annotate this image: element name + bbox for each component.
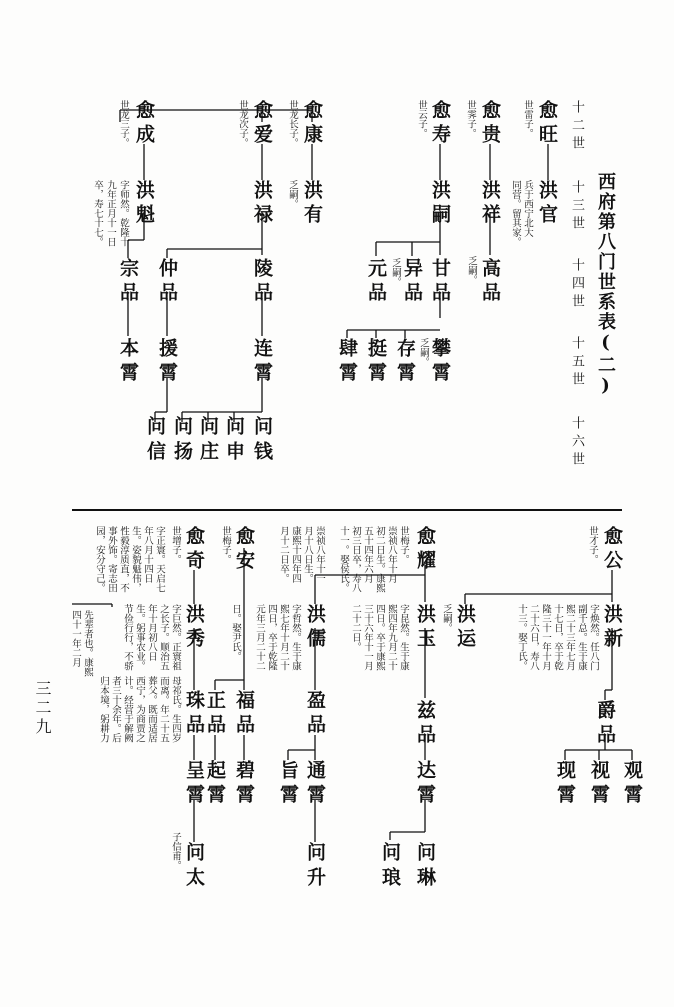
person-wenqian: 问钱 xyxy=(251,416,273,466)
person-shixiao: 视霄 xyxy=(588,760,610,808)
person-honglu: 洪禄 xyxy=(251,180,273,228)
person-cunxiao: 存霄 xyxy=(394,338,416,386)
note-yuan-1: 世梅子。 xyxy=(220,526,231,564)
person-yushou: 愈寿 xyxy=(429,100,451,148)
person-yugui: 愈贵 xyxy=(479,100,501,148)
note-hongru-1: 字哲然。生于康 xyxy=(290,604,301,671)
note-yuqi-bio-4: 性毅淳质直，不 xyxy=(118,526,129,593)
person-gaopin: 高品 xyxy=(479,258,501,306)
note-yuyao-6: 十一。娶侯氏。 xyxy=(338,526,349,593)
note-yuan-5: 月十二日卒。 xyxy=(278,526,289,583)
person-tongxiao: 通霄 xyxy=(304,760,326,808)
person-guanxiao: 观霄 xyxy=(621,760,643,808)
person-zhengpin: 正品 xyxy=(204,690,226,738)
note-hongkui-2: 九年正月十一日 xyxy=(105,180,116,247)
person-wenxin: 问信 xyxy=(144,416,166,466)
person-yuanxiao: 援霄 xyxy=(156,338,178,386)
note-yuqi: 世增子。 xyxy=(170,526,181,564)
person-hongyu: 洪玉 xyxy=(414,604,436,652)
note-yugui: 世霁子。 xyxy=(465,100,476,138)
person-ganpin: 甘品 xyxy=(429,258,451,306)
person-lianxiao: 连霄 xyxy=(251,338,273,386)
note-yipin: 乏嗣。 xyxy=(390,258,401,287)
note-yuai: 世龙次子。 xyxy=(237,100,248,148)
note-yucheng: 世龙三子。 xyxy=(118,100,129,148)
generation-header-13: 十三世 xyxy=(569,180,584,234)
person-tingxiao: 挺霄 xyxy=(365,338,387,386)
person-zhupin: 珠品 xyxy=(183,690,205,738)
person-yuqi: 愈奇 xyxy=(183,526,205,574)
note-hongxiu-tail-2: 四十一年二月 xyxy=(70,610,81,667)
generation-header-16: 十六世 xyxy=(569,416,584,470)
person-yuanpin: 元品 xyxy=(365,258,387,306)
person-zhongpin: 仲品 xyxy=(156,258,178,306)
generation-header-12: 十二世 xyxy=(569,100,584,154)
person-fupin: 福品 xyxy=(233,690,255,738)
person-hongyun: 洪运 xyxy=(454,604,476,652)
person-xianxiao: 现霄 xyxy=(554,760,576,808)
person-benxiao: 本霄 xyxy=(117,338,139,386)
person-zongpin: 宗品 xyxy=(117,258,139,306)
person-wenlin: 问琳 xyxy=(414,842,436,892)
note-panxiao: 乏嗣。 xyxy=(418,338,429,367)
note-yuan-4: 康熙十四年四 xyxy=(290,526,301,583)
note-hongyu-2: 熙四年九月二十 xyxy=(386,604,397,671)
note-yuyao-2: 崇祯八年十月 xyxy=(386,526,397,583)
note-hongyu-4: 三十六年十一月 xyxy=(362,604,373,671)
note-hongyu-5: 二十二日。 xyxy=(350,604,361,652)
note-hongru-3: 四日，卒于乾隆 xyxy=(266,604,277,671)
note-hongxiang: 乏嗣。 xyxy=(466,256,477,285)
note-yuqi-bio-3: 生。姿貌魁伟， xyxy=(130,526,141,593)
note-hongyu-1: 字昆然。生于康 xyxy=(398,604,409,671)
page-title: 西府第八门世系表(二) xyxy=(595,172,616,398)
note-hongxin-5: 隆三十一年十月 xyxy=(540,604,551,671)
note-yuyao-5: 初三日卒，寿八 xyxy=(350,526,361,593)
note-hongxiu-1: 字巨然。正寰祖 xyxy=(170,604,181,671)
note-hongxiu-more-4: 西宁，为商贾之 xyxy=(134,676,145,743)
person-hongxiu: 洪秀 xyxy=(183,604,205,652)
note-hongxiu-more-2: 而离。年二十五 xyxy=(158,676,169,743)
note-hongyu-3: 四日。卒于康熙 xyxy=(374,604,385,671)
note-yushou: 世云子。 xyxy=(416,100,427,138)
person-yuan: 愈安 xyxy=(233,526,255,574)
note-yuqi-bio-2: 年八月十四日 xyxy=(142,526,153,583)
note-yuyao-1: 世梅子。 xyxy=(398,526,409,564)
note-hongguan-2: 同营。留其家。 xyxy=(510,180,521,247)
note-hongkui-3: 卒，寿七十七。 xyxy=(92,180,103,247)
note-hongxin-7: 十三。娶丁氏。 xyxy=(516,604,527,671)
person-wenyang: 问扬 xyxy=(171,416,193,466)
note-hongxiu-more-7: 归本境，躬耕力 xyxy=(98,676,109,743)
note-hongxiu-more-1: 母祁氏。生四岁 xyxy=(170,676,181,743)
note-yuqi-bio-5: 事外饰。寄志田 xyxy=(106,526,117,593)
person-zipin: 兹品 xyxy=(414,700,436,748)
person-wenshen: 问申 xyxy=(223,416,245,466)
person-lingpin: 陵品 xyxy=(251,258,273,306)
note-yuyao-3: 初二日生。康熙 xyxy=(374,526,385,593)
note-hongxin-3: 熙二十三年七月 xyxy=(564,604,575,671)
person-zhixiao: 旨霄 xyxy=(277,760,299,808)
note-hongxiu-3: 年十月初八日 xyxy=(146,604,157,661)
note-hongkui-1: 字师然。乾隆十 xyxy=(118,180,129,247)
note-hongxin-1: 字焕然。任八门 xyxy=(588,604,599,671)
person-yuwang: 愈旺 xyxy=(536,100,558,148)
person-bixiao: 碧霄 xyxy=(233,760,255,808)
person-yingpin: 盈品 xyxy=(304,690,326,738)
note-hongxiu-tail-1: 先辈者也。康熙 xyxy=(82,610,93,677)
note-hongru-2: 熙七年十月二十 xyxy=(278,604,289,671)
note-yuqi-bio-6: 园，安分守己。 xyxy=(94,526,105,593)
person-wensheng: 问升 xyxy=(304,842,326,892)
note-yuyao-4: 五十四年六月 xyxy=(362,526,373,583)
note-hongguan-1: 兵于西宁北大 xyxy=(522,180,533,237)
person-hongguan: 洪官 xyxy=(536,180,558,228)
note-hongxin-2: 副千总。生于康 xyxy=(576,604,587,671)
person-yuyao: 愈耀 xyxy=(414,526,436,574)
note-yuan-3: 月十八日生。 xyxy=(302,526,313,583)
person-hongyou: 洪有 xyxy=(301,180,323,228)
note-hongyou: 乏嗣。 xyxy=(287,180,298,209)
person-yipin: 异品 xyxy=(401,258,423,306)
person-yucheng: 愈成 xyxy=(133,100,155,148)
note-yuwang: 世雷子。 xyxy=(522,100,533,138)
person-wenzhuang: 问庄 xyxy=(197,416,219,466)
note-yukang: 世龙长子。 xyxy=(287,100,298,148)
person-juepin: 爵品 xyxy=(594,700,616,748)
note-hongxiu-more-6: 者三十余年。后 xyxy=(110,676,121,743)
generation-header-14: 十四世 xyxy=(569,258,584,312)
person-wenlang: 问琅 xyxy=(379,842,401,892)
note-yuqi-bio-1: 字正寰。天启七 xyxy=(154,526,165,593)
note-yuan-2: 崇祯八年十一 xyxy=(314,526,325,583)
person-yukang: 愈康 xyxy=(301,100,323,148)
note-hongxiu-4: 生。躬事农业。 xyxy=(134,604,145,671)
person-yugong: 愈公 xyxy=(601,526,623,574)
person-hongsi: 洪嗣 xyxy=(429,180,451,228)
note-yugong: 世才子。 xyxy=(587,526,598,564)
person-hongkui: 洪魁 xyxy=(133,180,155,228)
note-hongxiu-5: 节俭行行，不骄 xyxy=(122,604,133,671)
person-hongxin: 洪新 xyxy=(601,604,623,652)
note-hongxin-6: 二十六日，寿八 xyxy=(528,604,539,671)
note-hongxiu-more-3: 葬父。既而适居 xyxy=(146,676,157,743)
person-hongru: 洪儒 xyxy=(304,604,326,652)
person-chengxiao: 呈霄 xyxy=(183,760,205,808)
note-hongru-4: 元年三月二十二 xyxy=(254,604,265,671)
note-hongxiu-more-5: 计。经营于解阙 xyxy=(122,676,133,743)
note-hongyun: 乏嗣。 xyxy=(441,604,452,633)
person-panxiao: 攀霄 xyxy=(429,338,451,386)
person-wentai: 问太 xyxy=(183,842,205,892)
person-qixiao: 起霄 xyxy=(204,760,226,808)
page-number: 三二九 xyxy=(33,680,52,737)
note-hongxin-4: 十七日，卒于乾 xyxy=(552,604,563,671)
person-daxiao: 达霄 xyxy=(414,760,436,808)
generation-header-15: 十五世 xyxy=(569,336,584,390)
person-sixiao: 肆霄 xyxy=(336,338,358,386)
person-yuai: 愈爱 xyxy=(251,100,273,148)
note-hongxiu-2: 之长子。顺治五 xyxy=(158,604,169,671)
note-wentai: 子信甫。 xyxy=(170,832,181,870)
note-hongru-5: 日。娶尹氏。 xyxy=(230,604,241,661)
person-hongxiang: 洪祥 xyxy=(479,180,501,228)
